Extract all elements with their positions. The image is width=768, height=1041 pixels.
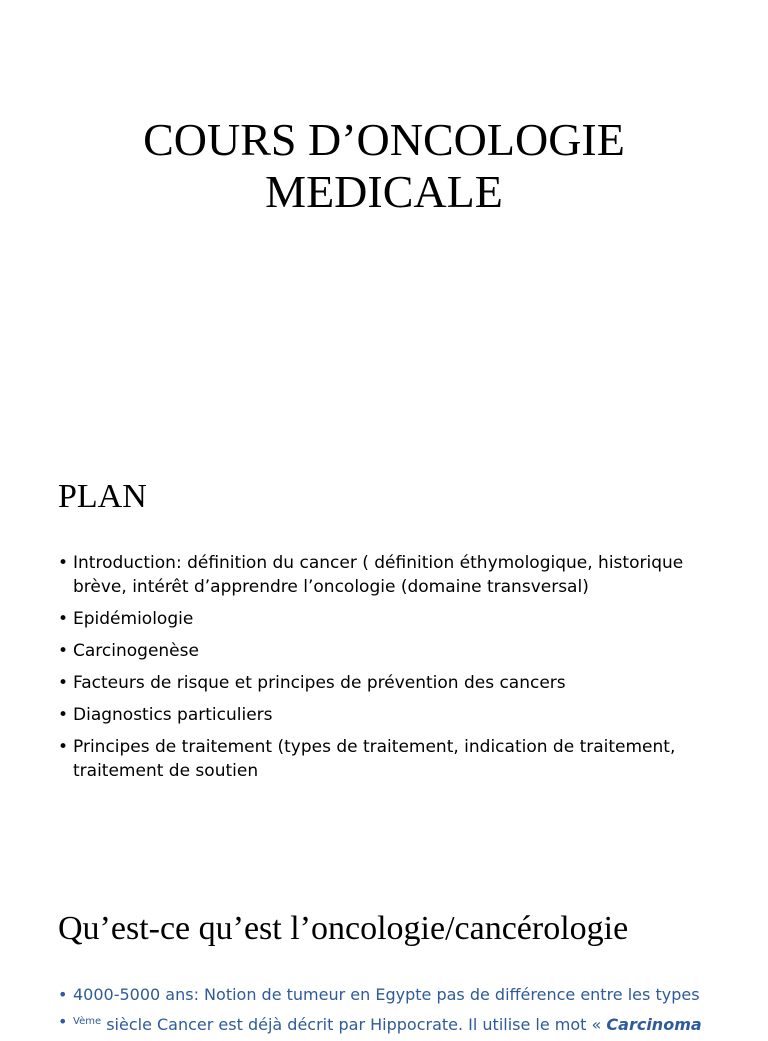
plan-item-text: Epidémiologie — [73, 609, 194, 629]
bullet-icon: • — [58, 985, 68, 1004]
title-line-1: COURS D’ONCOLOGIE — [143, 114, 625, 165]
history-item-text: 4000-5000 ans: Notion de tumeur en Egypte pas de différence entre les types — [73, 985, 700, 1004]
list-item — [58, 607, 738, 631]
century-superscript: Vème — [73, 1016, 102, 1027]
oncology-heading: Qu’est-ce qu’est l’oncologie/cancérologie — [58, 910, 629, 947]
title-line-2: MEDICALE — [265, 166, 503, 217]
bullet-icon: • — [58, 553, 69, 573]
history-item-text: siècle Cancer est déjà décrit par Hippocrate. Il utilise le mot « — [101, 1015, 607, 1034]
bullet-icon: • — [58, 609, 69, 629]
list-item — [58, 671, 738, 695]
plan-item-text: Introduction: définition du cancer ( définition éthymologique, historique brève, intérêt d’apprendre l’oncologie (domaine transversal) — [73, 553, 684, 597]
plan-item-text: Carcinogenèse — [73, 641, 199, 661]
bullet-icon: • — [58, 737, 69, 757]
carcinoma-term: Carcinoma — [606, 1015, 702, 1034]
plan-item-text: Facteurs de risque et principes de prévention des cancers — [73, 673, 566, 693]
list-item — [58, 984, 738, 1006]
slide-title — [0, 114, 768, 218]
history-list — [58, 984, 738, 1041]
plan-list — [58, 551, 738, 791]
plan-item-text: Principes de traitement (types de traitement, indication de traitement, traitement de soutien — [73, 737, 676, 781]
list-item — [58, 735, 738, 783]
plan-item-text: Diagnostics particuliers — [73, 705, 273, 725]
plan-heading: PLAN — [58, 478, 147, 515]
bullet-icon: • — [58, 1012, 68, 1031]
list-item — [58, 703, 738, 727]
list-item — [58, 639, 738, 663]
bullet-icon: • — [58, 673, 69, 693]
bullet-icon: • — [58, 641, 69, 661]
list-item — [58, 551, 738, 599]
bullet-icon: • — [58, 705, 69, 725]
